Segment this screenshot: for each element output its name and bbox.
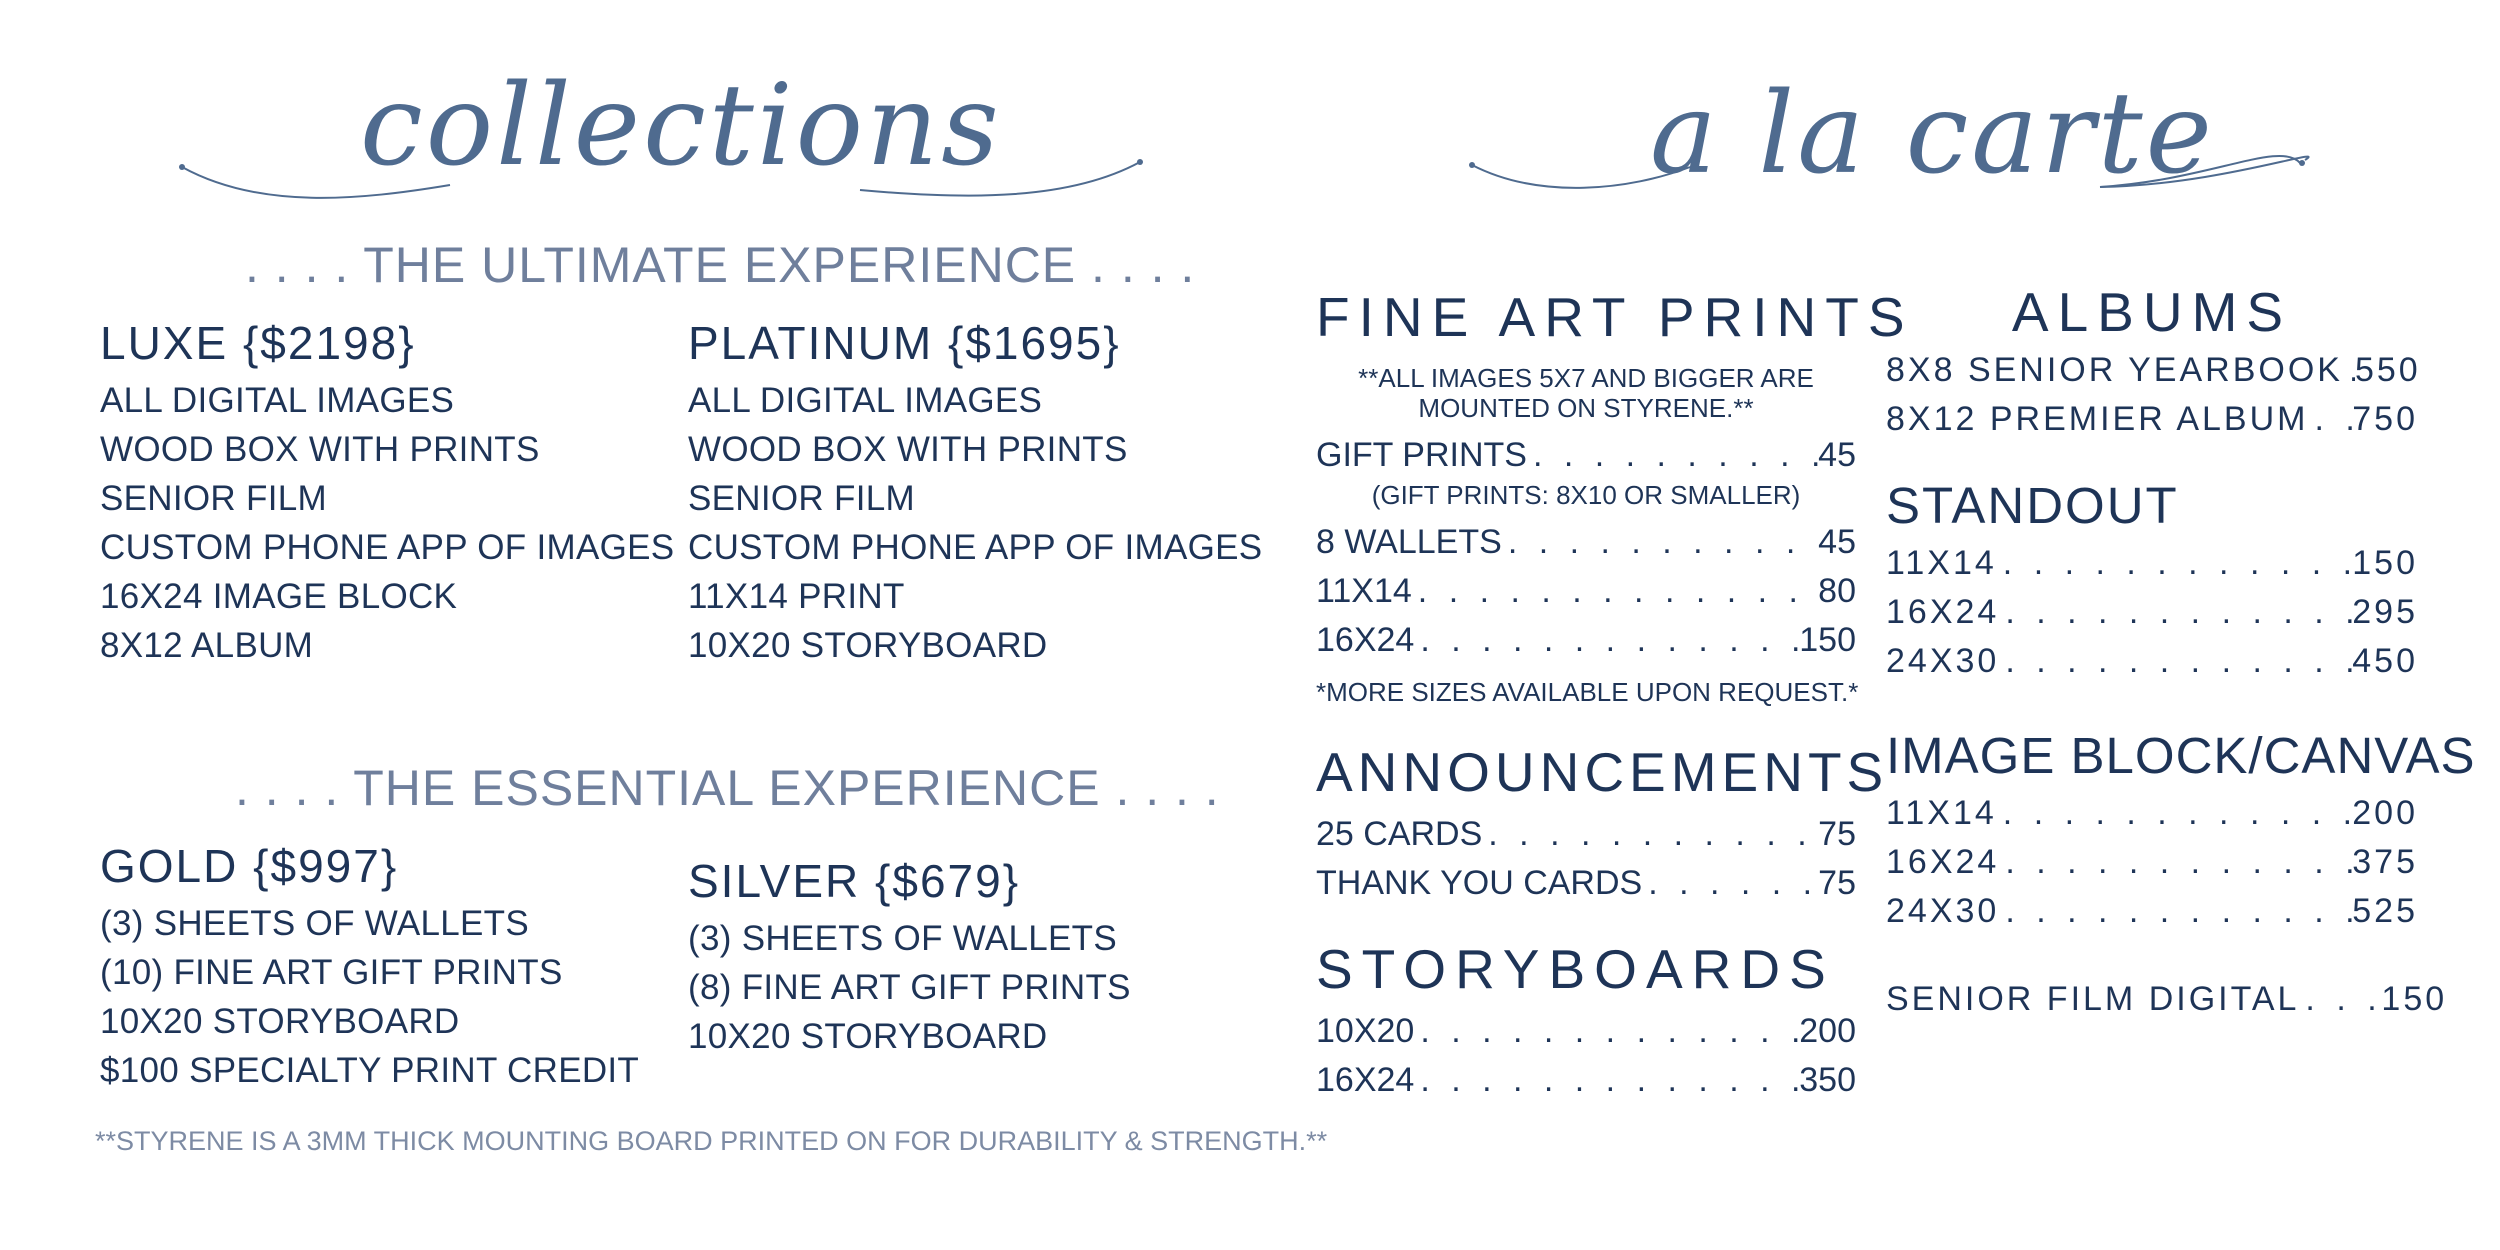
senior-film-digital bbox=[1886, 975, 2448, 1024]
package-items bbox=[100, 376, 674, 670]
price-row bbox=[1886, 975, 2448, 1024]
section-title: STORYBOARDS bbox=[1316, 938, 1835, 1000]
fine-art-prints-section bbox=[1316, 286, 1914, 707]
price-value: 150 bbox=[1799, 621, 1856, 659]
list-item: (3) SHEETS OF WALLETS bbox=[100, 904, 529, 943]
list-item: SENIOR FILM bbox=[100, 479, 327, 518]
list-item: WOOD BOX WITH PRINTS bbox=[100, 430, 540, 469]
list-item: 10X20 STORYBOARD bbox=[100, 1002, 460, 1041]
price-row bbox=[1316, 810, 1856, 859]
price-row bbox=[1886, 789, 2418, 838]
package-silver bbox=[688, 855, 1131, 1061]
price-label: 8 WALLETS bbox=[1316, 523, 1502, 561]
announcements-section bbox=[1316, 741, 1889, 908]
price-row bbox=[1886, 395, 2418, 444]
price-value: 150 bbox=[2352, 544, 2418, 582]
price-label: 16X24 bbox=[1886, 843, 2000, 881]
list-item: 10X20 STORYBOARD bbox=[688, 626, 1048, 665]
price-label: 8X12 PREMIER ALBUM bbox=[1886, 400, 2309, 438]
section-title: IMAGE BLOCK/CANVAS bbox=[1886, 727, 2476, 784]
list-item: ALL DIGITAL IMAGES bbox=[100, 381, 455, 420]
price-label: 24X30 bbox=[1886, 642, 2000, 680]
price-row bbox=[1316, 616, 1856, 665]
price-label: 8X8 SENIOR YEARBOOK bbox=[1886, 351, 2343, 389]
price-label: 16X24 bbox=[1316, 621, 1415, 659]
price-row bbox=[1316, 431, 1856, 480]
price-value: 450 bbox=[2352, 642, 2418, 680]
collections-heading: collections bbox=[360, 61, 1002, 191]
dot-leader bbox=[2343, 346, 2355, 395]
package-title: SILVER {$679} bbox=[688, 855, 1021, 907]
ultimate-experience-label: . . . . THE ULTIMATE EXPERIENCE . . . . bbox=[245, 237, 1196, 293]
list-item: 11X14 PRINT bbox=[688, 577, 905, 616]
price-row bbox=[1886, 588, 2418, 637]
alacarte-heading: a la carte bbox=[1650, 69, 2215, 199]
list-item: CUSTOM PHONE APP OF IMAGES bbox=[688, 528, 1263, 567]
dot-leader bbox=[1414, 616, 1799, 665]
price-row bbox=[1316, 1056, 1856, 1105]
price-row bbox=[1886, 637, 2418, 686]
dot-leader bbox=[1412, 567, 1818, 616]
list-item: ALL DIGITAL IMAGES bbox=[688, 381, 1043, 420]
list-item: $100 SPECIALTY PRINT CREDIT bbox=[100, 1051, 640, 1090]
package-luxe bbox=[100, 317, 675, 670]
dot-leader bbox=[2308, 395, 2352, 444]
package-items bbox=[688, 914, 1131, 1061]
price-value: 200 bbox=[1799, 1012, 1856, 1050]
price-value: 350 bbox=[1799, 1061, 1856, 1099]
price-value: 150 bbox=[2381, 980, 2448, 1018]
dot-leader bbox=[1999, 838, 2352, 887]
package-gold bbox=[100, 840, 640, 1095]
price-label: 10X20 bbox=[1316, 1012, 1415, 1050]
storyboards-section bbox=[1316, 938, 1856, 1105]
note-line: MOUNTED ON STYRENE.** bbox=[1418, 393, 1754, 423]
dot-leader bbox=[2299, 975, 2381, 1024]
package-title: LUXE {$2198} bbox=[100, 317, 416, 369]
package-items bbox=[100, 899, 639, 1095]
price-label: 16X24 bbox=[1886, 593, 2000, 631]
price-label: 24X30 bbox=[1886, 892, 2000, 930]
price-label: 16X24 bbox=[1316, 1061, 1415, 1099]
styrene-footnote: **STYRENE IS A 3MM THICK MOUNTING BOARD PRINTED ON FOR DURABILITY & STRENGTH.** bbox=[95, 1126, 1328, 1156]
list-item: SENIOR FILM bbox=[688, 479, 915, 518]
list-item: 16X24 IMAGE BLOCK bbox=[100, 577, 458, 616]
dot-leader bbox=[1414, 1056, 1799, 1105]
dot-leader bbox=[1482, 810, 1818, 859]
price-value: 750 bbox=[2352, 400, 2418, 438]
essential-experience-label: . . . . THE ESSENTIAL EXPERIENCE . . . . bbox=[235, 760, 1220, 816]
price-label: THANK YOU CARDS bbox=[1316, 864, 1643, 902]
price-row bbox=[1886, 346, 2421, 395]
more-sizes-note: *MORE SIZES AVAILABLE UPON REQUEST.* bbox=[1316, 677, 1859, 707]
package-title: GOLD {$997} bbox=[100, 840, 399, 892]
package-items bbox=[688, 376, 1262, 670]
list-item: 10X20 STORYBOARD bbox=[688, 1017, 1048, 1056]
image-block-section bbox=[1886, 727, 2476, 936]
gift-prints-note: (GIFT PRINTS: 8X10 OR SMALLER) bbox=[1371, 480, 1801, 510]
price-value: 295 bbox=[2352, 593, 2418, 631]
price-label: 11X14 bbox=[1886, 794, 1997, 832]
price-value: 525 bbox=[2352, 892, 2418, 930]
list-item: (10) FINE ART GIFT PRINTS bbox=[100, 953, 563, 992]
price-value: 75 bbox=[1818, 864, 1856, 902]
price-row bbox=[1886, 539, 2418, 588]
note-line: **ALL IMAGES 5X7 AND BIGGER ARE bbox=[1358, 363, 1814, 393]
package-platinum bbox=[688, 317, 1263, 670]
price-row bbox=[1886, 887, 2418, 936]
list-item: 8X12 ALBUM bbox=[100, 626, 314, 665]
list-item: WOOD BOX WITH PRINTS bbox=[688, 430, 1128, 469]
dot-leader bbox=[1414, 1007, 1799, 1056]
price-row bbox=[1316, 859, 1856, 908]
price-value: 75 bbox=[1818, 815, 1856, 853]
package-title: PLATINUM {$1695} bbox=[688, 317, 1121, 369]
price-row bbox=[1316, 518, 1856, 567]
price-value: 80 bbox=[1818, 572, 1856, 610]
list-item: (3) SHEETS OF WALLETS bbox=[688, 919, 1117, 958]
dot-leader bbox=[1642, 859, 1818, 908]
dot-leader bbox=[1997, 789, 2352, 838]
section-title: FINE ART PRINTS bbox=[1316, 286, 1914, 348]
standout-section bbox=[1886, 477, 2418, 686]
price-label: 11X14 bbox=[1886, 544, 1997, 582]
price-label: GIFT PRINTS bbox=[1316, 436, 1527, 474]
price-value: 550 bbox=[2354, 351, 2421, 389]
dot-leader bbox=[1527, 431, 1818, 480]
price-label: 11X14 bbox=[1316, 572, 1412, 610]
list-item: CUSTOM PHONE APP OF IMAGES bbox=[100, 528, 675, 567]
price-row bbox=[1316, 1007, 1856, 1056]
section-title: ALBUMS bbox=[2011, 281, 2293, 343]
price-value: 375 bbox=[2352, 843, 2418, 881]
price-value: 200 bbox=[2352, 794, 2418, 832]
albums-section bbox=[1886, 281, 2421, 444]
styrene-note bbox=[1316, 363, 1856, 423]
price-label: SENIOR FILM DIGITAL bbox=[1886, 980, 2300, 1018]
dot-leader bbox=[1999, 887, 2352, 936]
price-value: 45 bbox=[1818, 523, 1856, 561]
dot-leader bbox=[1502, 518, 1818, 567]
list-item: (8) FINE ART GIFT PRINTS bbox=[688, 968, 1131, 1007]
section-title: ANNOUNCEMENTS bbox=[1316, 741, 1889, 803]
dot-leader bbox=[1999, 588, 2352, 637]
price-label: 25 CARDS bbox=[1316, 815, 1483, 853]
price-value: 45 bbox=[1818, 436, 1856, 474]
price-row bbox=[1316, 567, 1856, 616]
section-title: STANDOUT bbox=[1886, 477, 2179, 534]
dot-leader bbox=[1997, 539, 2352, 588]
price-row bbox=[1886, 838, 2418, 887]
dot-leader bbox=[1999, 637, 2352, 686]
